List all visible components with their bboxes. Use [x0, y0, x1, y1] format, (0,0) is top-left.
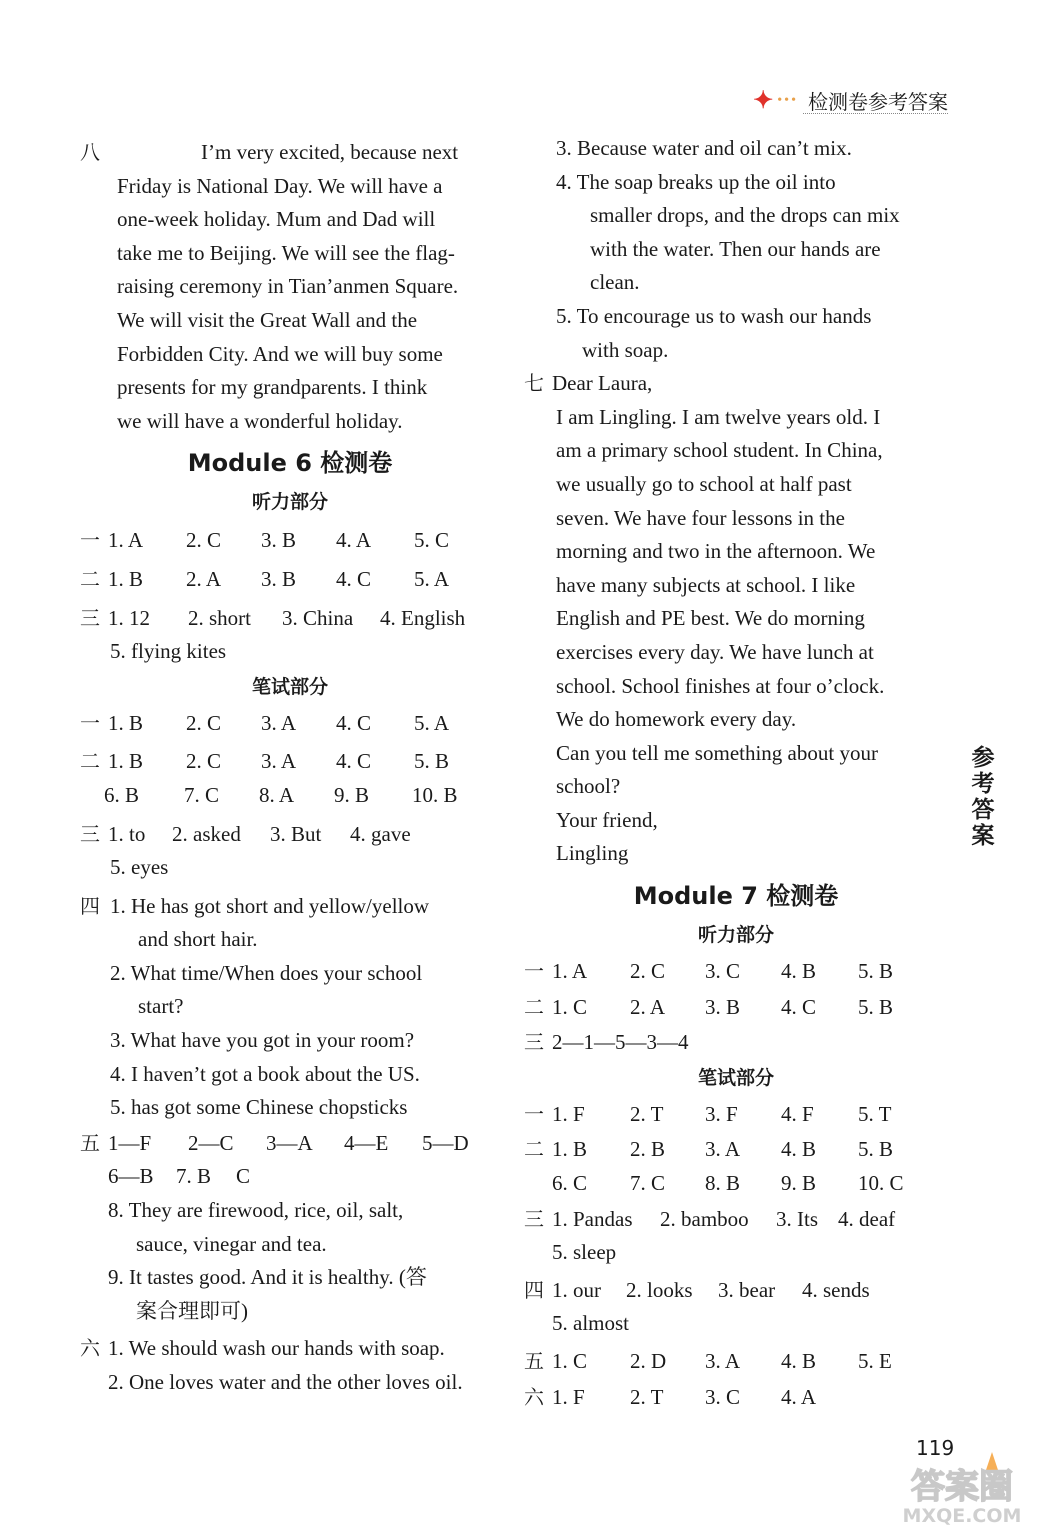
answer-row: [524, 1345, 948, 1379]
answer: 4. F: [781, 1101, 814, 1126]
section-qi: [524, 367, 948, 401]
answer-list: [108, 1332, 463, 1399]
answer: 7. B: [176, 1164, 212, 1189]
answer: 3. Because water and oil can’t mix.: [556, 136, 852, 160]
answer: 1. F: [552, 1384, 585, 1409]
answer: 1. to: [108, 821, 146, 846]
left-column: [80, 136, 500, 1400]
section-ba: [80, 136, 500, 438]
letter-line: exercises every day. We have lunch at: [556, 639, 874, 664]
answer: 9. B: [781, 1171, 817, 1196]
answer: 4. A: [781, 1384, 817, 1409]
answer-list: [524, 166, 948, 368]
answer: 3—A: [266, 1130, 313, 1155]
section-marker: 四: [80, 893, 100, 918]
answer: 3. But: [270, 821, 322, 846]
answer-row: [80, 1127, 500, 1161]
answer: 2. T: [630, 1101, 664, 1126]
answer: 1. He has got short and yellow/yellow: [110, 893, 430, 918]
answer: 1. B: [108, 566, 144, 591]
answer-row: [80, 818, 500, 852]
answer-row: [524, 1098, 948, 1132]
answer: 4. C: [781, 994, 817, 1019]
answer: smaller drops, and the drops can mix: [590, 203, 900, 228]
answer-row: [80, 1332, 500, 1399]
listening-heading: 听力部分: [251, 491, 328, 514]
answer-row: [524, 1203, 948, 1237]
answer: 5. B: [858, 1137, 894, 1162]
answer-row: [80, 602, 500, 636]
answer: 5. has got some Chinese chopsticks: [110, 1095, 408, 1120]
section-marker: 一: [80, 528, 100, 553]
answer: 2. A: [186, 566, 222, 591]
answer: 1. A: [108, 528, 144, 553]
section-marker: 二: [524, 994, 544, 1019]
essay-line: presents for my grandparents. I think: [117, 375, 428, 400]
answer: 1. F: [552, 1101, 585, 1126]
answer-group: [552, 1274, 870, 1308]
answer: 5. B: [858, 959, 894, 984]
answer-group: [552, 1345, 892, 1379]
essay-line: one-week holiday. Mum and Dad will: [117, 207, 436, 232]
answer-row: [524, 991, 948, 1025]
answer-row: [80, 707, 500, 741]
answer: 5. C: [414, 528, 450, 553]
answer-row: [80, 745, 500, 779]
letter-line: have many subjects at school. I like: [556, 572, 856, 597]
answer-row: [80, 563, 500, 597]
answer: 3. F: [705, 1101, 738, 1126]
answer: 4. B: [781, 1349, 817, 1373]
answer-group: [552, 1203, 895, 1237]
answer: clean.: [590, 270, 640, 295]
answer-row: [80, 524, 500, 558]
answer: 3. B: [705, 994, 741, 1019]
answer-group: [108, 563, 449, 597]
answer-group: [108, 745, 449, 779]
answer: 4. English: [380, 605, 466, 630]
answer-group: [108, 602, 465, 636]
answer-group: [108, 1127, 469, 1161]
answer: 2. looks: [626, 1277, 693, 1302]
answer: 1. B: [108, 749, 144, 774]
answer-group: [552, 1381, 816, 1415]
section-marker: 二: [524, 1137, 544, 1162]
essay-line: I’m very excited, because next: [201, 140, 459, 164]
answer: 5—D: [422, 1130, 469, 1155]
section-marker: 二: [80, 566, 100, 591]
essay-line: We will visit the Great Wall and the: [117, 307, 418, 332]
side-char: 案: [971, 823, 995, 849]
section-marker: 五: [524, 1349, 544, 1373]
answer: start?: [138, 994, 184, 1019]
watermark-logo: [878, 1448, 1038, 1526]
answer: 8. B: [705, 1171, 741, 1196]
answer: 4. sends: [802, 1277, 870, 1302]
star-icon: ✦: [753, 87, 774, 114]
letter-line: school. School finishes at four o’clock.: [556, 673, 885, 698]
section-marker: 三: [80, 605, 100, 630]
letter-line: Your friend,: [556, 807, 658, 832]
dots-decoration: •••: [777, 92, 798, 108]
answer: 5. eyes: [110, 855, 169, 880]
answer: sauce, vinegar and tea.: [136, 1231, 327, 1256]
answer: 5. A: [414, 566, 450, 591]
answer-group: [80, 779, 500, 813]
written-heading: 笔试部分: [697, 1066, 774, 1089]
answer: 2. What time/When does your school: [110, 960, 423, 985]
answer: and short hair.: [138, 927, 258, 952]
letter-line: we usually go to school at half past: [556, 471, 852, 496]
answer: 1. A: [552, 959, 588, 984]
header-underline: [803, 113, 948, 114]
essay-line: take me to Beijing. We will see the flag-: [117, 240, 455, 265]
written-heading: 笔试部分: [251, 675, 328, 698]
answer: with the water. Then our hands are: [590, 236, 881, 261]
listening-heading: 听力部分: [697, 924, 774, 947]
answer-group: [552, 1098, 891, 1132]
module7-title: Module 7 检测卷: [633, 882, 839, 911]
letter-line: am a primary school student. In China,: [556, 438, 883, 463]
letter-greeting: Dear Laura,: [552, 371, 653, 396]
answer: 4. gave: [350, 821, 411, 846]
answer: 10. B: [412, 782, 458, 807]
answer: 4. deaf: [838, 1206, 896, 1231]
answer: 2. D: [630, 1349, 667, 1373]
answer-row: [80, 890, 500, 1125]
section-marker: 二: [80, 749, 100, 774]
section-marker: 三: [524, 1030, 544, 1055]
answer-group: [552, 955, 893, 989]
answer-group: [80, 1160, 500, 1194]
letter-line: school?: [556, 774, 621, 799]
answer: 2. C: [186, 528, 222, 553]
answer-list: [80, 1194, 496, 1328]
answer: 5. B: [858, 994, 894, 1019]
answer-row: [524, 1026, 948, 1060]
answer: 2. One loves water and the other loves oil.: [108, 1370, 463, 1394]
answer: 2. short: [188, 605, 251, 630]
answer: C: [236, 1164, 251, 1189]
answer: 2. C: [630, 959, 666, 984]
section-marker: 五: [80, 1130, 100, 1155]
answer: 2. C: [186, 749, 222, 774]
answer-group: [524, 1167, 948, 1201]
answer: 1—F: [108, 1130, 152, 1155]
module6-title: Module 6 检测卷: [187, 449, 393, 478]
letter-line: morning and two in the afternoon. We: [556, 539, 876, 564]
answer: 4. I haven’t got a book about the US.: [110, 1061, 420, 1086]
page-number: 119: [916, 1436, 955, 1460]
answer-row: [524, 1274, 948, 1308]
answer-row: [524, 1381, 948, 1415]
watermark-logo-text: 答案圈: [911, 1467, 1013, 1507]
essay-line: Forbidden City. And we will buy some: [117, 341, 443, 366]
answer: 4. C: [336, 710, 372, 735]
side-tab-label: [968, 745, 998, 849]
answer: 5. flying kites: [110, 639, 227, 664]
section-marker: 三: [524, 1206, 544, 1231]
answer-row: [524, 1133, 948, 1167]
answer: 3. C: [705, 959, 741, 984]
essay-line: raising ceremony in Tian’anmen Square.: [117, 274, 459, 299]
answer: with soap.: [582, 337, 669, 362]
answer: 2. bamboo: [660, 1206, 749, 1231]
answer: 2. A: [630, 994, 666, 1019]
answer-group: [552, 1133, 893, 1167]
answer: 3. C: [705, 1384, 741, 1409]
side-char: 答: [971, 797, 995, 823]
letter-body: [524, 401, 944, 871]
answer: 2—C: [188, 1130, 234, 1155]
side-char: 考: [971, 771, 995, 797]
right-column: [524, 132, 948, 1414]
answer: 1. B: [552, 1137, 588, 1162]
answer-group: [108, 524, 449, 558]
answer: 7. C: [184, 782, 220, 807]
letter-line: English and PE best. We do morning: [556, 606, 865, 631]
answer: 5. almost: [552, 1311, 629, 1336]
answer: 4. The soap breaks up the oil into: [556, 169, 836, 194]
answer: 3. bear: [718, 1277, 776, 1302]
answer: 4. B: [781, 1137, 817, 1162]
header-title: 检测卷参考答案: [808, 90, 948, 114]
answer: 3. A: [261, 749, 297, 774]
answer: 2. T: [630, 1384, 664, 1409]
letter-line: seven. We have four lessons in the: [556, 505, 845, 530]
answer-group: [108, 707, 449, 741]
section-marker: 六: [524, 1384, 544, 1409]
answer: 1. B: [108, 710, 144, 735]
answer: 1. C: [552, 1349, 588, 1373]
answer: 4. A: [336, 528, 372, 553]
answer: 4—E: [344, 1130, 389, 1155]
answer: 5. B: [414, 749, 450, 774]
section-marker: 三: [80, 821, 100, 846]
answer: 1. C: [552, 994, 588, 1019]
section-marker: 六: [80, 1336, 100, 1361]
answer: 3. What have you got in your room?: [110, 1028, 415, 1053]
answer: 1. 12: [108, 605, 150, 630]
section-marker: 八: [80, 140, 100, 164]
answer: 1. Pandas: [552, 1206, 633, 1231]
essay: [108, 136, 500, 438]
answer: 3. B: [261, 566, 297, 591]
answer: 5. E: [858, 1349, 892, 1373]
section-marker: 一: [524, 1101, 544, 1126]
letter-line: Lingling: [556, 841, 629, 866]
section-marker: 四: [524, 1277, 544, 1302]
answer-list: [108, 890, 498, 1125]
watermark-url: MXQE.COM: [902, 1505, 1022, 1526]
answer: 9. B: [334, 782, 370, 807]
section-marker: 七: [524, 371, 544, 396]
section-marker: 一: [80, 710, 100, 735]
answer: 2—1—5—3—4: [552, 1030, 689, 1055]
answer: 5. T: [858, 1101, 892, 1126]
answer: 9. It tastes good. And it is healthy. (答: [108, 1265, 427, 1290]
page-header: [753, 86, 948, 115]
answer: 8. They are firewood, rice, oil, salt,: [108, 1198, 404, 1223]
essay-line: we will have a wonderful holiday.: [117, 408, 403, 433]
answer: 3. A: [705, 1137, 741, 1162]
answer: 3. A: [705, 1349, 741, 1373]
answer: 1. We should wash our hands with soap.: [108, 1336, 445, 1361]
answer: 案合理即可): [136, 1298, 248, 1323]
side-char: 参: [971, 745, 995, 771]
answer: 6. C: [552, 1171, 588, 1196]
answer: 6. B: [104, 782, 140, 807]
answer: 10. C: [858, 1171, 904, 1196]
answer: 6—B: [108, 1164, 154, 1189]
essay-line: Friday is National Day. We will have a: [117, 173, 443, 198]
answer: 7. C: [630, 1171, 666, 1196]
answer: 4. C: [336, 566, 372, 591]
letter-line: Can you tell me something about your: [556, 740, 878, 765]
answer: 5. To encourage us to wash our hands: [556, 303, 872, 328]
answer-group: [108, 818, 411, 852]
answer: 2. C: [186, 710, 222, 735]
answer-group: [552, 991, 893, 1025]
section-marker: 一: [524, 959, 544, 984]
answer: 4. B: [781, 959, 817, 984]
answer: 2. asked: [172, 821, 241, 846]
answer: 3. China: [282, 605, 354, 630]
answer: 5. sleep: [552, 1240, 617, 1265]
answer: 8. A: [259, 782, 295, 807]
answer-row: [524, 955, 948, 989]
letter-line: We do homework every day.: [556, 707, 797, 732]
letter-line: I am Lingling. I am twelve years old. I: [556, 404, 881, 429]
answer: 3. Its: [776, 1206, 818, 1231]
answer: 3. B: [261, 528, 297, 553]
answer: 2. B: [630, 1137, 666, 1162]
answer: 4. C: [336, 749, 372, 774]
answer: 5. A: [414, 710, 450, 735]
answer: 1. our: [552, 1277, 601, 1302]
answer: 3. A: [261, 710, 297, 735]
